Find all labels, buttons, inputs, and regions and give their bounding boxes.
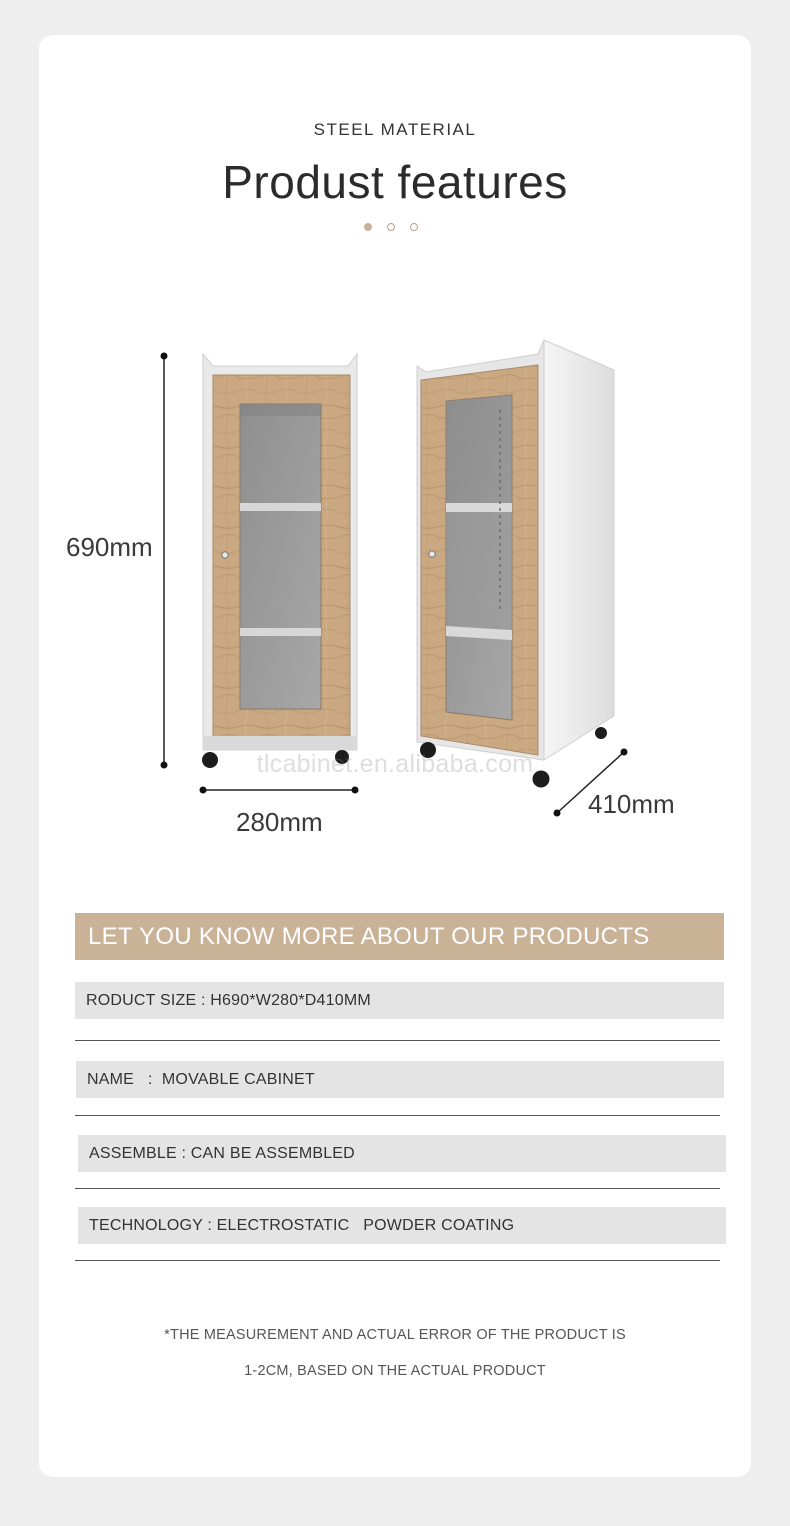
cabinet-angled-view [417,340,614,788]
specs-banner: LET YOU KNOW MORE ABOUT OUR PRODUCTS [75,913,724,960]
cabinet-front-view [202,354,357,768]
depth-label: 410mm [588,789,675,819]
spec-row-assemble: ASSEMBLE : CAN BE ASSEMBLED [78,1135,726,1172]
divider [75,1115,720,1116]
page-title: Produst features [222,156,568,208]
divider [75,1260,720,1261]
footnote-line-2: 1-2CM, BASED ON THE ACTUAL PRODUCT [244,1363,546,1379]
width-dimension-line [200,787,359,794]
width-label: 280mm [236,807,323,837]
section-eyebrow: STEEL MATERIAL [313,120,477,139]
footnote-line-1: *THE MEASUREMENT AND ACTUAL ERROR OF THE PRODUCT IS [164,1327,626,1343]
spec-row-size: RODUCT SIZE : H690*W280*D410MM [75,982,724,1019]
spec-row-technology: TECHNOLOGY : ELECTROSTATIC POWDER COATING [78,1207,726,1244]
height-label: 690mm [66,532,153,562]
watermark-text: tlcabinet.en.alibaba.com [256,750,534,778]
divider [75,1040,720,1041]
divider [75,1188,720,1189]
spec-row-name: NAME : MOVABLE CABINET [76,1061,724,1098]
height-dimension-line [161,353,168,769]
